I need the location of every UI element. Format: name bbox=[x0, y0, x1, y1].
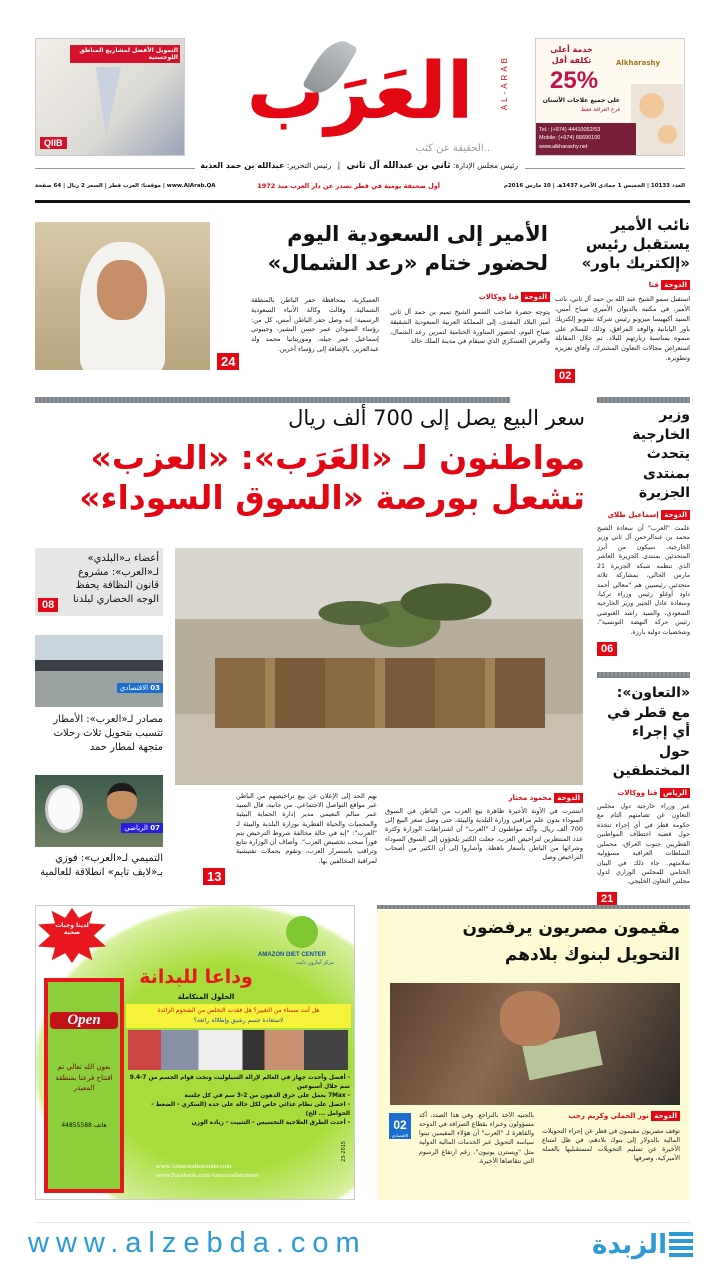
footer-logo bbox=[592, 1230, 693, 1260]
ad-branch: فرع الغرافة فقط bbox=[580, 107, 620, 113]
ad-alkharashy[interactable] bbox=[535, 38, 685, 156]
ad-bullet: - أحدث الطرق العلاجية التخسيس - التثبيت - زيادة الوزن bbox=[191, 1119, 350, 1126]
main-title-line2: تشعل بورصة «السوق السوداء» bbox=[79, 477, 585, 517]
footer-rule bbox=[35, 1222, 690, 1223]
slogan: ..الحقيقة عن كثب bbox=[415, 143, 490, 154]
source: قنا ووكالات bbox=[617, 788, 658, 797]
chairman-name: ثاني بن عبدالله آل ثاني bbox=[346, 161, 451, 171]
ad-qiib-brand: QIIB bbox=[40, 137, 67, 149]
page-ref[interactable]: 13 bbox=[203, 868, 225, 885]
ad-web: www.alkharashy.net bbox=[539, 143, 588, 150]
trees bbox=[285, 558, 515, 668]
page-ref[interactable]: 08 bbox=[38, 598, 58, 612]
city-tag: الدوحة bbox=[521, 292, 550, 302]
ad-q1: هل أنت مستاء من التغيير؟ هل فقدت التخلص من الشحوم الزائدة bbox=[157, 1007, 320, 1014]
ad-open-panel bbox=[44, 978, 124, 1193]
airport-photo bbox=[35, 635, 163, 707]
main-story-photo bbox=[175, 548, 583, 785]
masthead-logo bbox=[230, 35, 520, 160]
story-body-col1: يتوجه حضرة صاحب السمو الشيخ تميم بن حمد آل ثاني أمير البلاد المفدى، إلى المملكة العربية السعودية الشقيقة صباح اليوم، لحضور المناورة الختامية لتمرين رعد الشمال، والعرض العسكري الذي سيقام في مدينة الملك خالد bbox=[390, 308, 550, 346]
story-foreign-minister[interactable] bbox=[597, 406, 690, 656]
ad-facebook[interactable]: www.Facebook.com/Amazondietcenter bbox=[156, 1172, 259, 1180]
section-label bbox=[117, 683, 163, 693]
story-title: «التعاون»: مع قطر في أي إجراء حول المختطفين bbox=[607, 685, 690, 780]
section-divider bbox=[35, 397, 510, 403]
author: محمود مختار bbox=[508, 794, 552, 802]
masthead-rule-left bbox=[35, 168, 195, 169]
ad-mobile: Mobile: (+974) 66690100 bbox=[539, 135, 601, 142]
city-tag: الرياض bbox=[660, 788, 690, 798]
ad-bullet: - 7Max يعمل على حرق الدهون من 2-3 سم في كل جلسة bbox=[184, 1092, 350, 1099]
page-ref[interactable]: 03 bbox=[150, 684, 160, 692]
story-body-col1: توقف مصريون مقيمون في قطر عن إجراء التحويلات المالية بالدولار إلى بنوك بلادهم، في ظل امتناع الأخيرة عن تسليم التحويلات لمستقبليها بالعملة الأميركية، وصرفها bbox=[542, 1128, 680, 1163]
story-egyptian-residents[interactable] bbox=[377, 905, 690, 1200]
man-face bbox=[500, 991, 560, 1046]
main-title-line1: مواطنون لـ «العَرَب»: «العزب» bbox=[90, 438, 585, 478]
trophy-plate bbox=[45, 785, 83, 833]
story-title: مقيمون مصريون يرفضون التحويل لبنوك بلادهم bbox=[462, 918, 680, 966]
ad-title: وداعا للبدانة bbox=[139, 966, 253, 988]
huts bbox=[215, 658, 545, 728]
page-ref[interactable]: 24 bbox=[217, 353, 239, 370]
ad-product-images bbox=[128, 1030, 348, 1070]
author: نور الحملي وكريم رجب bbox=[568, 1112, 649, 1120]
section-name: الاقتصادي bbox=[119, 684, 149, 692]
story-title: الأمير إلى السعودية اليوم لحضور ختام «رعد الشمال» bbox=[267, 222, 548, 276]
ad-amazon-diet[interactable] bbox=[35, 905, 355, 1200]
story-body: استقبل سمو الشيخ عبد الله بن حمد آل ثاني، نائب الأمير، في مكتبه بالديوان الأميري صباح أمس، السيد أكيهيسا ميزونو رئيس شركة تشوبو إلكتريك باور اليابانية والوفد المرافق، وذلك للسلام على سموه بمناسبة زيارتهم للبلاد. تم خلال المقابلة استعراض مجالات التعاون المشترك، وآفاق تعزيزه وتطويره. bbox=[555, 295, 690, 362]
main-kicker: سعر البيع يصل إلى 700 ألف ريال bbox=[288, 406, 585, 430]
ad-bullet: - أفضل وأحدث جهاز في العالم لإزالة السيلوليت ونحت قوام الجسم من 7-9.4 سم خلال أسبوعين bbox=[129, 1075, 350, 1090]
source: قنا ووكالات bbox=[478, 293, 519, 301]
city-tag: الدوحة bbox=[651, 1111, 680, 1121]
logo-latin: AL-ARAB bbox=[500, 55, 509, 111]
ad-brand: Alkharashy bbox=[616, 59, 661, 67]
ad-contact bbox=[536, 123, 636, 156]
open-sign: Open bbox=[50, 1012, 118, 1029]
page-ref[interactable]: 07 bbox=[150, 824, 160, 832]
footer-url[interactable]: www.alzebda.com bbox=[28, 1227, 367, 1259]
editor-name: عبدالله بن حمد العذبة bbox=[200, 161, 285, 170]
ad-opening: بعون الله تعالى تم افتتاح فرعنا بمنطقة المعيذر bbox=[55, 1063, 113, 1092]
author: إسماعيل طلاي bbox=[607, 510, 659, 519]
ad-q2: لاستعادة جسم رشيق وإطلالة رائعة؟ bbox=[193, 1017, 284, 1025]
ad-line1: خدمة أعلى bbox=[550, 45, 593, 54]
ad-question bbox=[126, 1004, 351, 1028]
page-ref[interactable]: 02 bbox=[555, 369, 575, 383]
ad-brand-ar: مركز أمازون دايت bbox=[296, 960, 334, 966]
ad-line2: تكلفة أقل bbox=[551, 56, 592, 65]
main-story-header[interactable] bbox=[35, 405, 585, 517]
story-deputy-emir[interactable] bbox=[555, 216, 690, 383]
masthead-rule-right bbox=[525, 168, 685, 169]
ad-percent: 25% bbox=[550, 67, 599, 94]
ad-qiib[interactable] bbox=[35, 38, 185, 156]
issue-info: العدد 10133 | الخميس 1 جمادى الآخرة 1437هـ | 10 مارس 2016م bbox=[503, 183, 685, 189]
site-info[interactable]: www.AlArab.QA | موقعنا: العرب قطر | السعر 2 ريال | 64 صفحة bbox=[35, 183, 216, 189]
ad-bullet: - احصل على نظام غذائي خاص لكل حالة على حدة (السكري - الضغط - الحوامل ... الخ) bbox=[151, 1101, 350, 1117]
story-title: نائب الأمير يستقبل رئيس «إلكتريك باور» bbox=[581, 216, 690, 272]
logo-text: العَرَب bbox=[246, 47, 474, 137]
story-body: علمت "العرب" أن سعادة الشيخ محمد بن عبدالرحمن آل ثاني وزير الخارجية، سيكون من أبرز المتحدثين بمنتدى الجزيرة العاشر الذي تنظمه شبكة الجزيرة 21 مارس الحالي، بمشاركة ثلاثة متحدثين رئيسيين هم "معالي أحمد داود أوغلو رئيس وزراء تركيا، وسعادة عادل الجبير وزير الخارجية السعودي، والسيد راشد الغنوشي رئيس حركة النهضة التونسية"، وشخصيات دولية بارزة. bbox=[597, 524, 690, 636]
page-ref[interactable]: 21 bbox=[597, 892, 617, 906]
story-gcc[interactable] bbox=[597, 684, 690, 906]
teaser-airport-title[interactable]: مصادر لـ«العرب»: الأمطار تتسبب بتحويل ثلاث رحلات متجهة لمطار حمد bbox=[53, 714, 163, 753]
ad-subtitle: الحلول المتكاملة bbox=[177, 993, 235, 1001]
ad-phone: هاتف 44855588 bbox=[61, 1122, 107, 1129]
masthead-credits: رئيس مجلس الإدارة: ثاني بن عبدالله آل ثاني | رئيس التحرير: عبدالله بن حمد العذبة bbox=[200, 161, 518, 171]
ad-qiib-sail bbox=[96, 67, 121, 137]
money-photo bbox=[390, 983, 680, 1105]
ad-qiib-title: التمويل الأفضل لمشاريع المناطق اللوجستية bbox=[70, 45, 180, 63]
page-ref: 02 bbox=[393, 1118, 407, 1132]
masthead-rule bbox=[35, 200, 690, 203]
story-emir[interactable] bbox=[215, 220, 550, 375]
emir-face bbox=[97, 260, 147, 320]
ad-links bbox=[156, 1162, 259, 1180]
ad-badge-text: لدينا وجبات صحية bbox=[55, 922, 89, 936]
player-face bbox=[107, 783, 137, 819]
ad-family-illustration bbox=[631, 84, 683, 156]
city-tag: الدوحة bbox=[661, 510, 690, 520]
city-tag: الدوحة bbox=[554, 793, 583, 803]
editor-label: رئيس التحرير: bbox=[286, 161, 332, 170]
source: قنا bbox=[648, 281, 659, 290]
section-name: الرياضي bbox=[124, 824, 149, 832]
footer-logo-text: الزبدة bbox=[592, 1230, 667, 1260]
emir-photo bbox=[35, 222, 210, 370]
city-tag: الدوحة bbox=[661, 280, 690, 290]
ad-brand-logo bbox=[286, 916, 318, 948]
section-label bbox=[121, 823, 163, 833]
ad-website[interactable]: www.Amazondietcenter.com bbox=[156, 1163, 232, 1170]
menu-lines-icon bbox=[669, 1232, 693, 1258]
section-name: الاقتصادي bbox=[392, 1133, 409, 1138]
section-divider-right bbox=[597, 397, 690, 403]
ad-bullets bbox=[128, 1074, 350, 1128]
ad-date: 23-2015 bbox=[341, 1141, 347, 1162]
teaser-tamimi-title[interactable]: التميمي لـ«العرب»: فوزي بـ«لايف تايم» انطلاقة للعالمية bbox=[40, 853, 163, 878]
sidebar-divider bbox=[597, 672, 690, 678]
tagline: أول صحيفة يومية في قطر تصدر عن دار العرب منذ 1972 bbox=[257, 182, 440, 190]
page-ref[interactable]: 06 bbox=[597, 642, 617, 656]
story-body: عبر وزراء خارجية دول مجلس التعاون عن تضامنهم التام مع حكومة قطر في أي إجراء تتخذه حول قضية اختطاف المواطنين القطريين جنوب العراق، محملين السلطات العراقية مسؤولية سلامتهم. جاء ذلك في البيان الختامي للمجلس الوزاري لدول مجلس التعاون الخليجي. bbox=[597, 802, 690, 886]
story-body-col2: العسكرية، بمحافظة حفر الباطن بالمنطقة الشمالية. وقالت وكالة الأنباء السعودية الرسمية: إنه وصل حفر الباطن أمس، كل من: رؤساء السودان عمر حسن البشير، وجيبوتي إسماعيل عمر جيله، وموريتانيا محمد ولد عبدالعزيز، بالإضافة إلى رؤساء آخرين. bbox=[251, 296, 379, 353]
main-body-col1: انتشرت في الآونة الأخيرة ظاهرة بيع العزب من الباطن في السوق السوداء بدون علم مراقبي وزارة البلدية والبيئة، حتى وصل سعر البيع إلى 700 ألف ريال. وأكد مواطنون لـ "العرب" أن اشتراطات الوزارة وكثرة عدد المنتظرين لتراخيص العزب، جعلت الكثير يلجؤون إلى السوق السوداء وشرائها من الباطن بأسعار باهظة. وأشاروا إلى أن الكثير من أصحاب التراخيص وصل bbox=[385, 807, 583, 862]
page-ref-box[interactable] bbox=[389, 1113, 411, 1139]
main-body-col2: بهم الحد إلى الإعلان عن بيع تراخيصهم من الباطن عبر مواقع التواصل الاجتماعي. من جانبه، قال السيد عمر سالم النعيمي مدير إدارة الحماية البيئية والمحميات والحياة الفطرية بوزارة البلدية والبيئة لـ "العرب": "إنه في حالة مخالفة شروط الترخيص يتم فوراً سحب تخصيص العزب". وأضاف أن الوزارة تتابع وتراقب باستمرار العزب، وتقوم بحملات تفتيشية لمراقبة المخالفين بها. bbox=[236, 792, 377, 865]
teaser-title: أعضاء بـ«البلدي» لـ«العرب»: مشروع قانون النظافة يحفظ الوجه الحضاري لبلدنا bbox=[72, 553, 159, 605]
tamimi-photo bbox=[35, 775, 163, 847]
ad-brand: AMAZON DIET CENTER bbox=[258, 952, 326, 958]
chairman-label: رئيس مجلس الإدارة: bbox=[452, 161, 518, 170]
ad-tel: Tel.: (+974) 44410052/53 bbox=[539, 127, 601, 133]
story-body-col2: بالجنيه الآخذ بالتراجع. وفي هذا الصدد، أكد مسؤولون وخبراء بقطاع الصرافة في الدوحة والقاهرة لـ "العرب" أن هؤلاء المقيمين تبنوا سياسة التحويل عبر الخدمات المالية الدولية مثل "ويسترن يونيون"، رغم ارتفاع الرسوم التي تتقاضاها الأخيرة. bbox=[419, 1112, 534, 1165]
story-title: وزير الخارجية يتحدث بمنتدى الجزيرة bbox=[632, 407, 690, 502]
teaser-municipal[interactable] bbox=[35, 548, 163, 616]
ad-offer: على جميع علاجات الأسنان bbox=[542, 97, 620, 104]
